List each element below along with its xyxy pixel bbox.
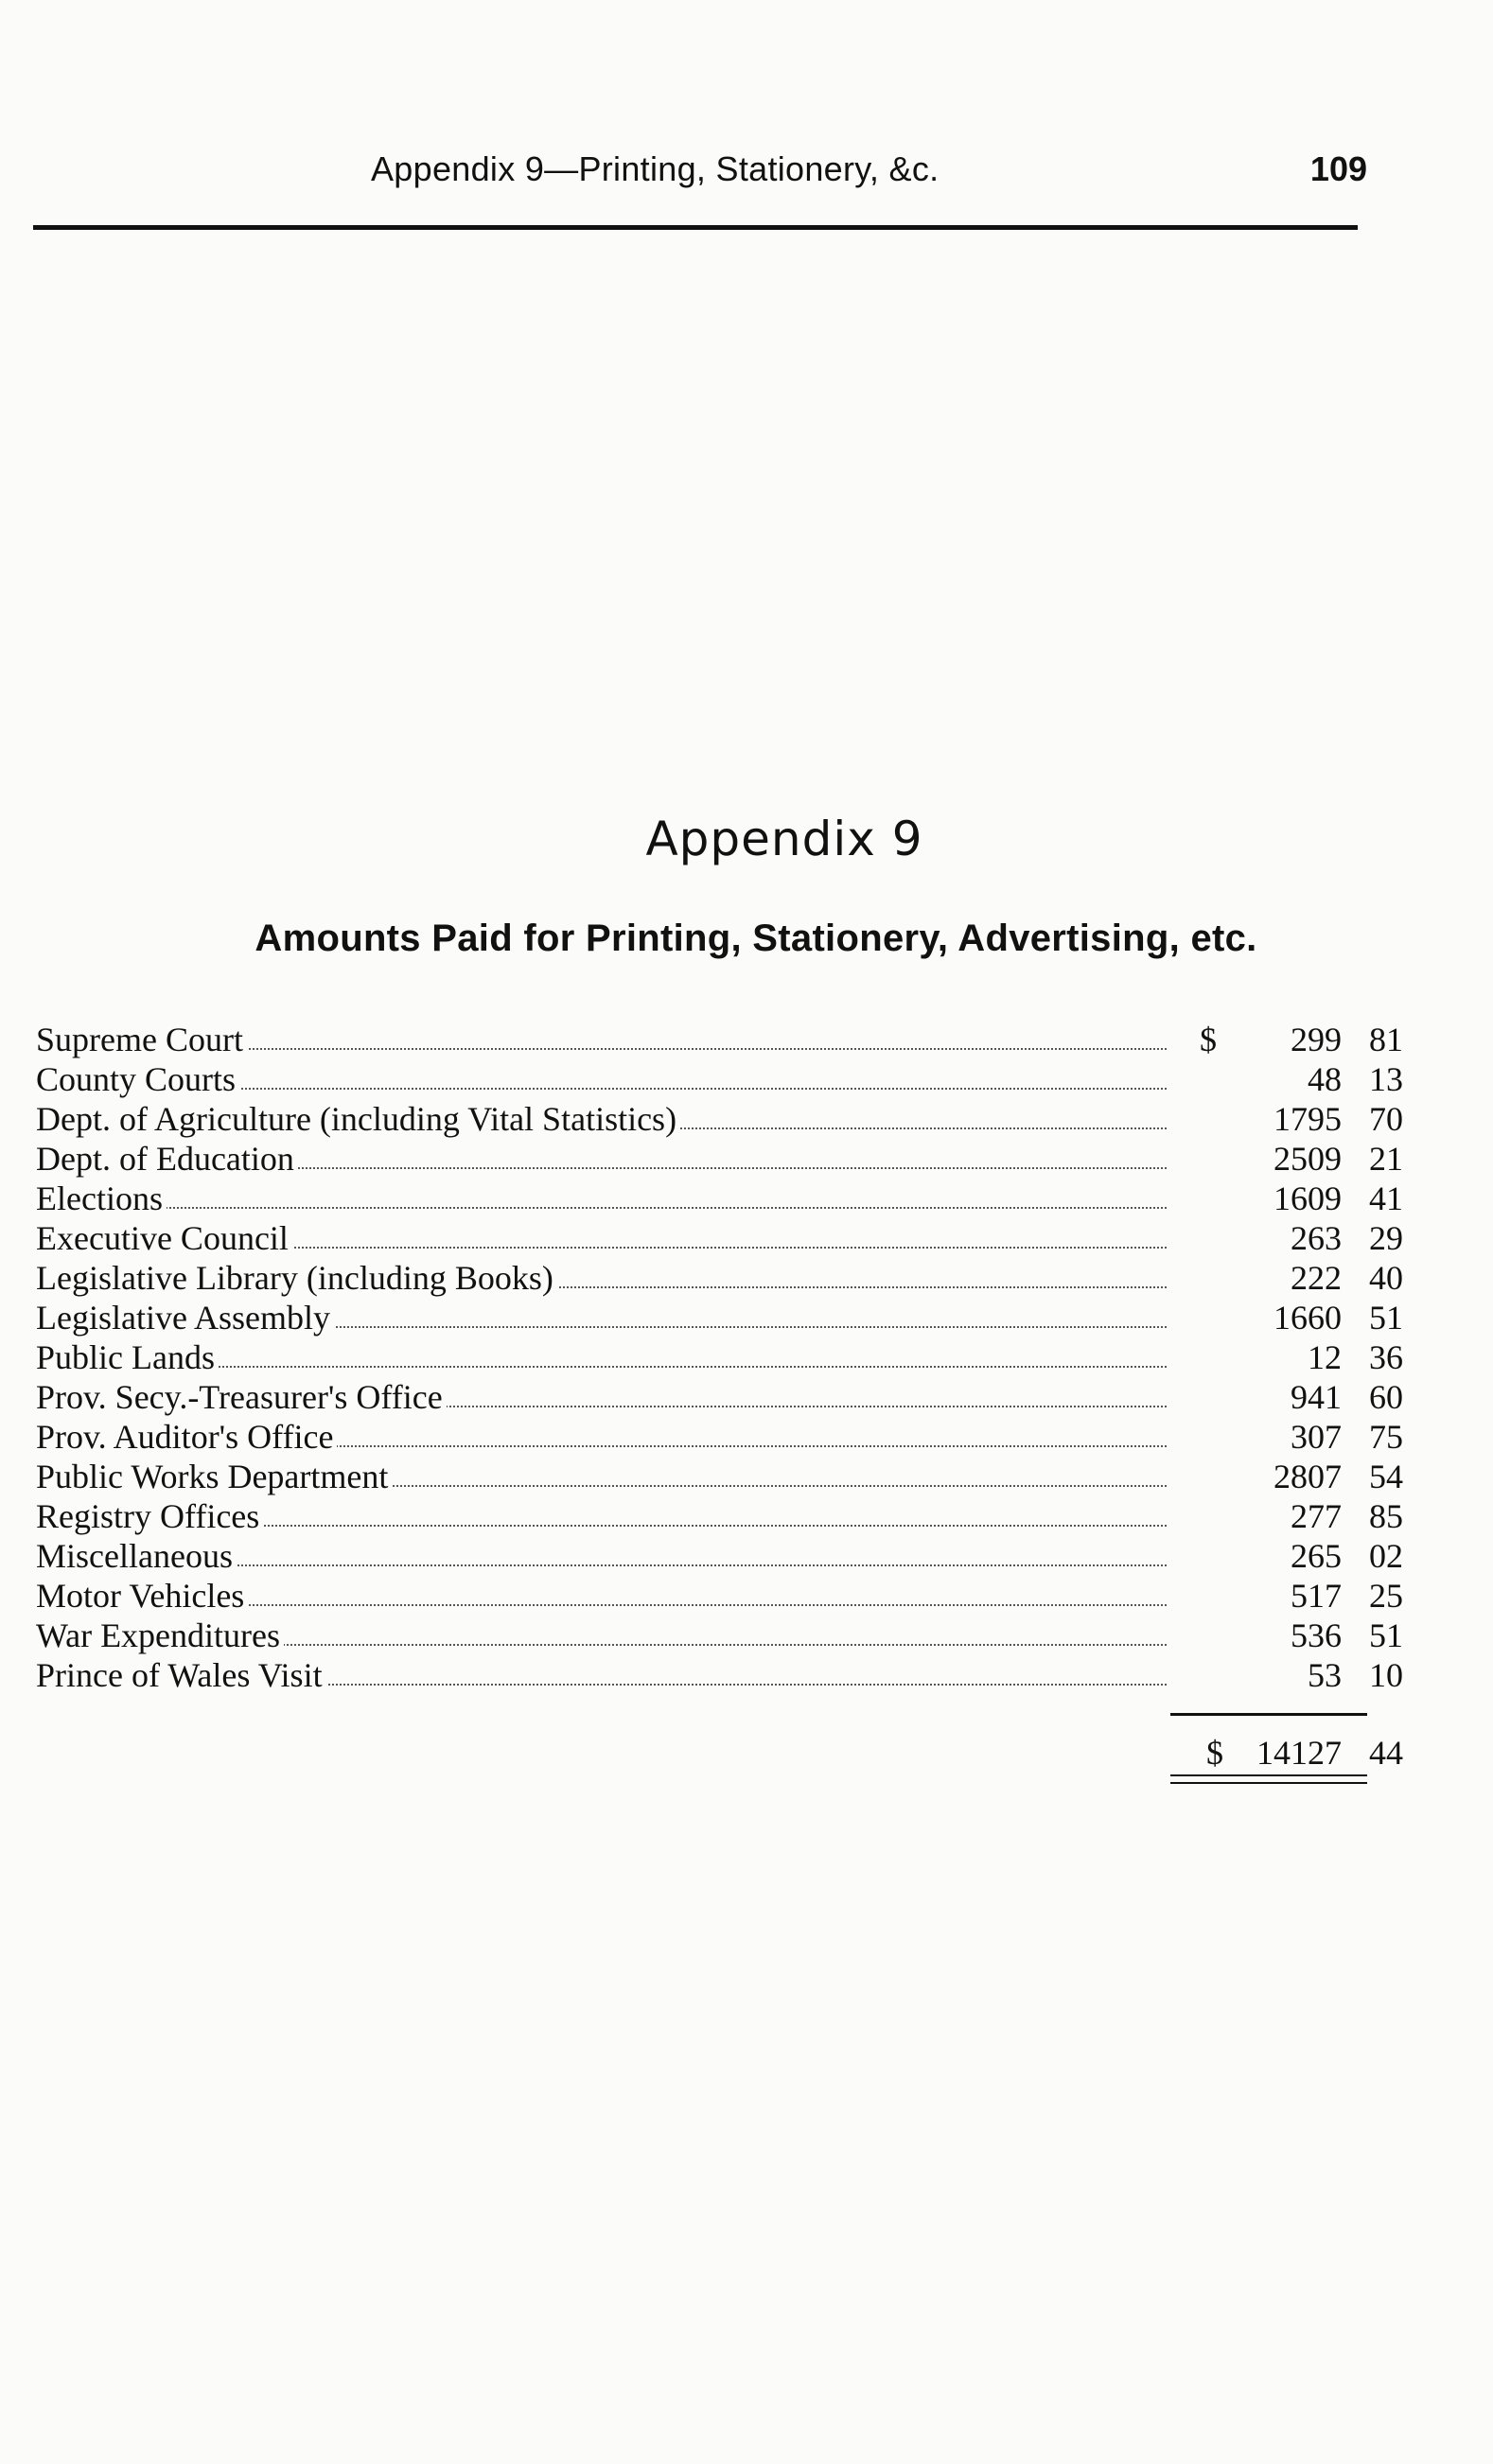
ledger-row-amount: 517: [1291, 1577, 1342, 1615]
ledger-row-amount: 222: [1291, 1259, 1342, 1297]
ledger-row: [36, 1337, 1403, 1377]
ledger-row-cents: 02: [1369, 1537, 1403, 1575]
ledger-row-cents: 51: [1369, 1616, 1403, 1654]
running-header: [33, 149, 1367, 206]
ledger-row: [36, 1417, 1403, 1457]
ledger-row: [36, 1576, 1403, 1616]
ledger-row-cents: 25: [1369, 1577, 1403, 1615]
ledger-row-cents: 21: [1369, 1140, 1403, 1178]
ledger-row: [36, 1218, 1403, 1258]
total-row: [36, 1733, 1403, 1773]
ledger-row-amount: 299: [1291, 1021, 1342, 1058]
running-header-title: Appendix 9—Printing, Stationery, &c.: [371, 149, 940, 188]
total-amount: 14127: [1256, 1734, 1342, 1772]
ledger-row-cents: 60: [1369, 1378, 1403, 1416]
ledger-row-amount: 2807: [1273, 1458, 1342, 1495]
ledger-row: [36, 1457, 1403, 1496]
ledger-row-cents: 85: [1369, 1497, 1403, 1535]
ledger-row-label: County Courts: [36, 1060, 239, 1098]
ledger-row-label: Dept. of Education: [36, 1140, 298, 1178]
total-cents: 44: [1369, 1734, 1403, 1772]
ledger-row-amount: 536: [1291, 1616, 1342, 1654]
ledger-row-amount: 1795: [1273, 1100, 1342, 1138]
currency-symbol: $: [1200, 1021, 1217, 1058]
ledger-row-amount: 941: [1291, 1378, 1342, 1416]
dot-leader: [36, 1207, 1167, 1209]
ledger-row-cents: 70: [1369, 1100, 1403, 1138]
ledger-row-label: Public Works Department: [36, 1458, 392, 1495]
ledger-row-amount: 1660: [1273, 1299, 1342, 1337]
ledger-row-cents: 81: [1369, 1021, 1403, 1058]
ledger-row-label: Legislative Assembly: [36, 1299, 334, 1337]
ledger-row: [36, 1139, 1403, 1179]
ledger-row: [36, 1616, 1403, 1655]
header-rule: [33, 225, 1358, 230]
total-rule: [1170, 1713, 1367, 1716]
ledger-row: [36, 1536, 1403, 1576]
ledger-row-cents: 40: [1369, 1259, 1403, 1297]
ledger-row: [36, 1496, 1403, 1536]
ledger-row-cents: 36: [1369, 1338, 1403, 1376]
ledger-row-label: Elections: [36, 1180, 167, 1217]
appendix-subtitle: Amounts Paid for Printing, Stationery, Advertising, etc.: [255, 917, 1257, 959]
ledger-row: [36, 1298, 1403, 1337]
ledger-row: [36, 1020, 1403, 1059]
ledger-row: [36, 1179, 1403, 1218]
ledger-row-label: Prov. Auditor's Office: [36, 1418, 337, 1456]
ledger-row-cents: 41: [1369, 1180, 1403, 1217]
ledger-row: [36, 1059, 1403, 1099]
ledger-row-label: Prince of Wales Visit: [36, 1656, 326, 1694]
ledger-row-label: Supreme Court: [36, 1021, 247, 1058]
ledger-row-cents: 75: [1369, 1418, 1403, 1456]
ledger-row: [36, 1099, 1403, 1139]
ledger-row-label: Executive Council: [36, 1219, 292, 1257]
ledger-row: [36, 1377, 1403, 1417]
appendix-title: Appendix 9: [645, 812, 923, 866]
page-number: 109: [1309, 149, 1367, 188]
ledger-row-label: Public Lands: [36, 1338, 219, 1376]
ledger-row-amount: 48: [1308, 1060, 1342, 1098]
ledger-row-cents: 13: [1369, 1060, 1403, 1098]
ledger-row: [36, 1655, 1403, 1695]
ledger-row-label: Motor Vehicles: [36, 1577, 248, 1615]
ledger-row-label: Prov. Secy.-Treasurer's Office: [36, 1378, 447, 1416]
ledger-row-label: Legislative Library (including Books): [36, 1259, 557, 1297]
ledger-row-amount: 2509: [1273, 1140, 1342, 1178]
ledger-row-amount: 263: [1291, 1219, 1342, 1257]
ledger-row-amount: 265: [1291, 1537, 1342, 1575]
ledger-row-label: Registry Offices: [36, 1497, 263, 1535]
ledger-row-label: War Expenditures: [36, 1616, 284, 1654]
ledger-row-amount: 307: [1291, 1418, 1342, 1456]
ledger-row-amount: 277: [1291, 1497, 1342, 1535]
ledger-row-label: Miscellaneous: [36, 1537, 237, 1575]
ledger-row-cents: 10: [1369, 1656, 1403, 1694]
ledger-row-cents: 54: [1369, 1458, 1403, 1495]
ledger-row: [36, 1258, 1403, 1298]
ledger-row-label: Dept. of Agriculture (including Vital Statistics): [36, 1100, 680, 1138]
ledger-row-amount: 53: [1308, 1656, 1342, 1694]
ledger-row-cents: 29: [1369, 1219, 1403, 1257]
total-currency-symbol: $: [1206, 1734, 1223, 1772]
ledger-row-amount: 12: [1308, 1338, 1342, 1376]
ledger-row-amount: 1609: [1273, 1180, 1342, 1217]
ledger-table: [36, 1020, 1403, 1695]
ledger-row-cents: 51: [1369, 1299, 1403, 1337]
total-double-rule: [1170, 1774, 1367, 1784]
